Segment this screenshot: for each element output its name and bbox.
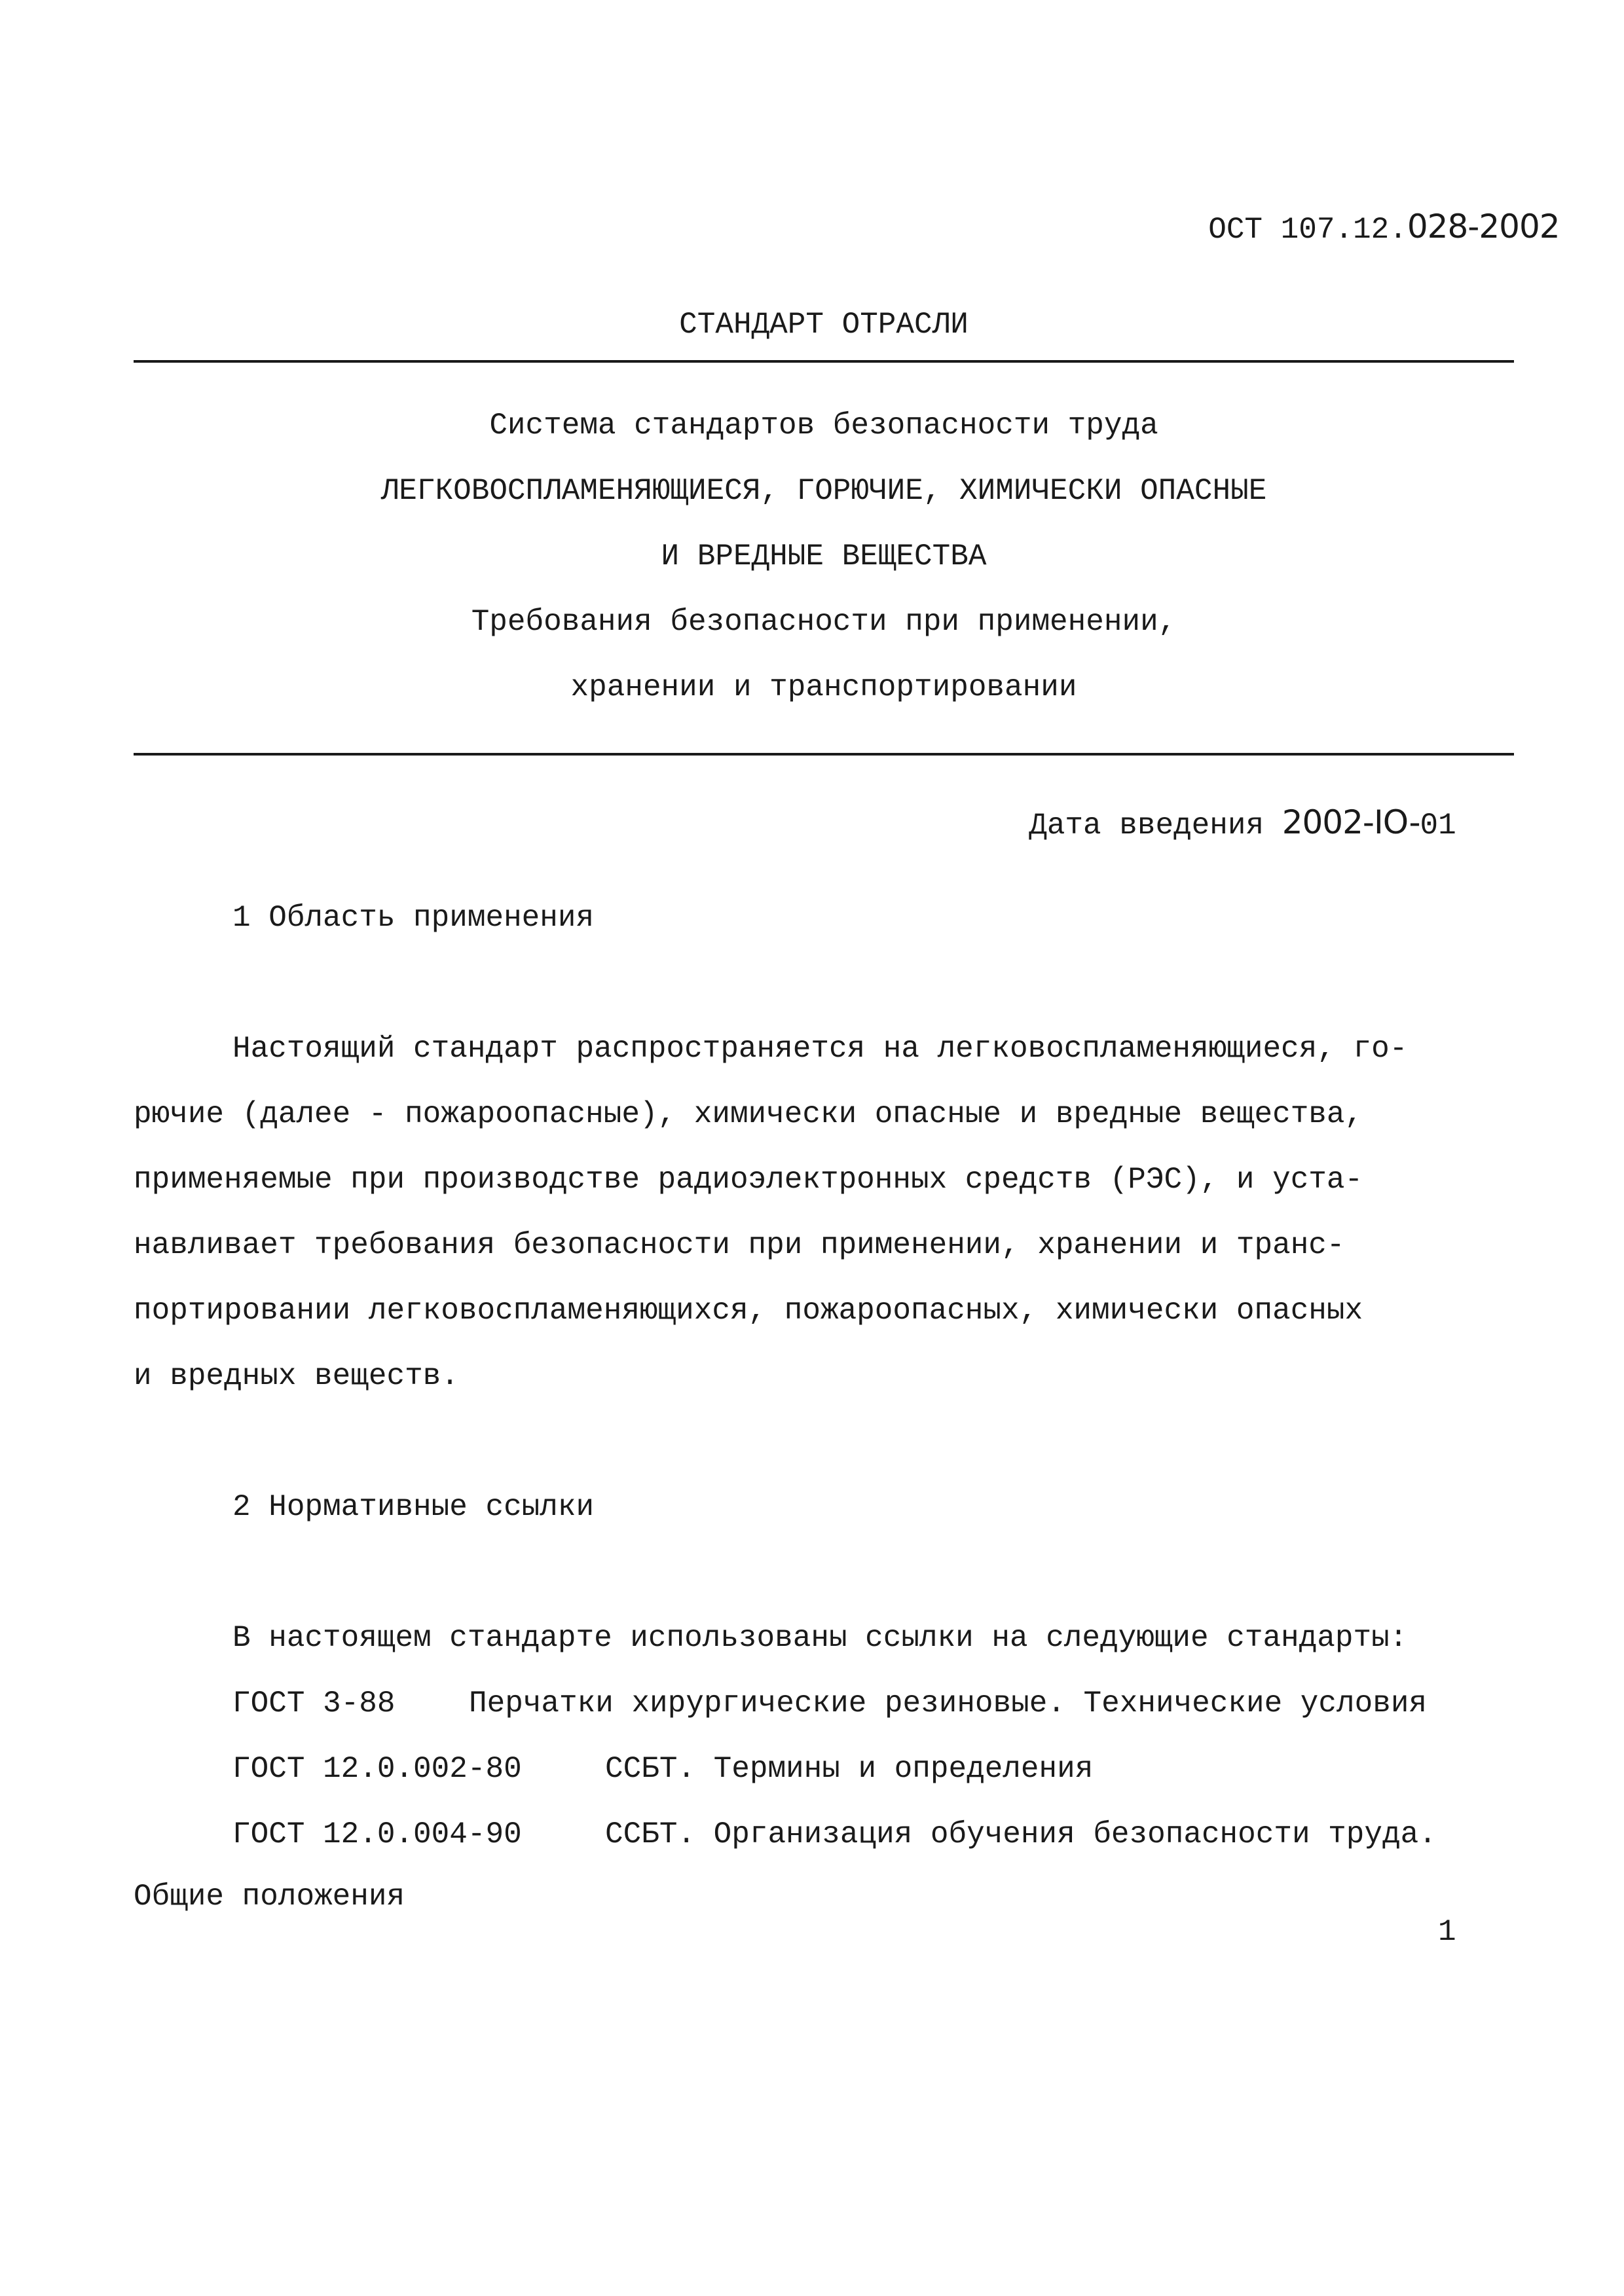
- title-line-4: Требования безопасности при применении,: [471, 605, 1177, 639]
- section-1-line: навливает требования безопасности при применении, хранении и транс-: [134, 1228, 1345, 1262]
- reference-title: ССБТ. Организация обучения безопасности труда.: [605, 1817, 1437, 1851]
- section-1-line: применяемые при производстве радиоэлектронных средств (РЭС), и уста-: [134, 1163, 1363, 1197]
- section-1-line: рючие (далее - пожароопасные), химически опасные и вредные вещества,: [134, 1097, 1363, 1131]
- section-2-heading: 2 Нормативные ссылки: [232, 1490, 595, 1524]
- reference-title: Перчатки хирургические резиновые. Технические условия: [469, 1686, 1428, 1721]
- intro-date-suffix: 01: [1420, 809, 1456, 843]
- title-line-3: И ВРЕДНЫЕ ВЕЩЕСТВА: [661, 539, 987, 574]
- reference-title: ССБТ. Термины и определения: [605, 1752, 1094, 1786]
- section-1-line: портировании легковоспламеняющихся, пожароопасных, химически опасных: [134, 1294, 1363, 1328]
- reference-code: ГОСТ 12.0.002-80: [232, 1752, 522, 1786]
- intro-date: [993, 769, 1456, 843]
- document-code: [1172, 173, 1560, 247]
- standard-type: СТАНДАРТ ОТРАСЛИ: [679, 308, 969, 342]
- document-code-handwritten: 028-2002: [1407, 208, 1560, 246]
- reference-code: ГОСТ 12.0.004-90: [232, 1817, 522, 1851]
- document-code-prefix: ОСТ 107.12.: [1208, 213, 1407, 247]
- title-line-1: Система стандартов безопасности труда: [489, 409, 1158, 443]
- top-divider: [134, 360, 1514, 363]
- title-line-2: ЛЕГКОВОСПЛАМЕНЯЮЩИЕСЯ, ГОРЮЧИЕ, ХИМИЧЕСКИ ОПАСНЫЕ: [380, 474, 1267, 508]
- intro-date-handwritten: 2002-IO-: [1282, 803, 1420, 841]
- reference-continuation: Общие положения: [134, 1880, 405, 1914]
- section-1-line: Настоящий стандарт распространяется на легковоспламеняющиеся, го-: [232, 1032, 1408, 1066]
- section-1-heading: 1 Область применения: [232, 901, 595, 935]
- page-number: 1: [1438, 1915, 1456, 1949]
- reference-code: ГОСТ 3-88: [232, 1686, 396, 1721]
- section-1-line: и вредных веществ.: [134, 1359, 459, 1393]
- section-2-intro: В настоящем стандарте использованы ссылки на следующие стандарты:: [232, 1621, 1408, 1655]
- title-line-5: хранении и транспортировании: [570, 670, 1077, 704]
- intro-date-label: Дата введения: [1029, 809, 1264, 843]
- bottom-divider: [134, 753, 1514, 756]
